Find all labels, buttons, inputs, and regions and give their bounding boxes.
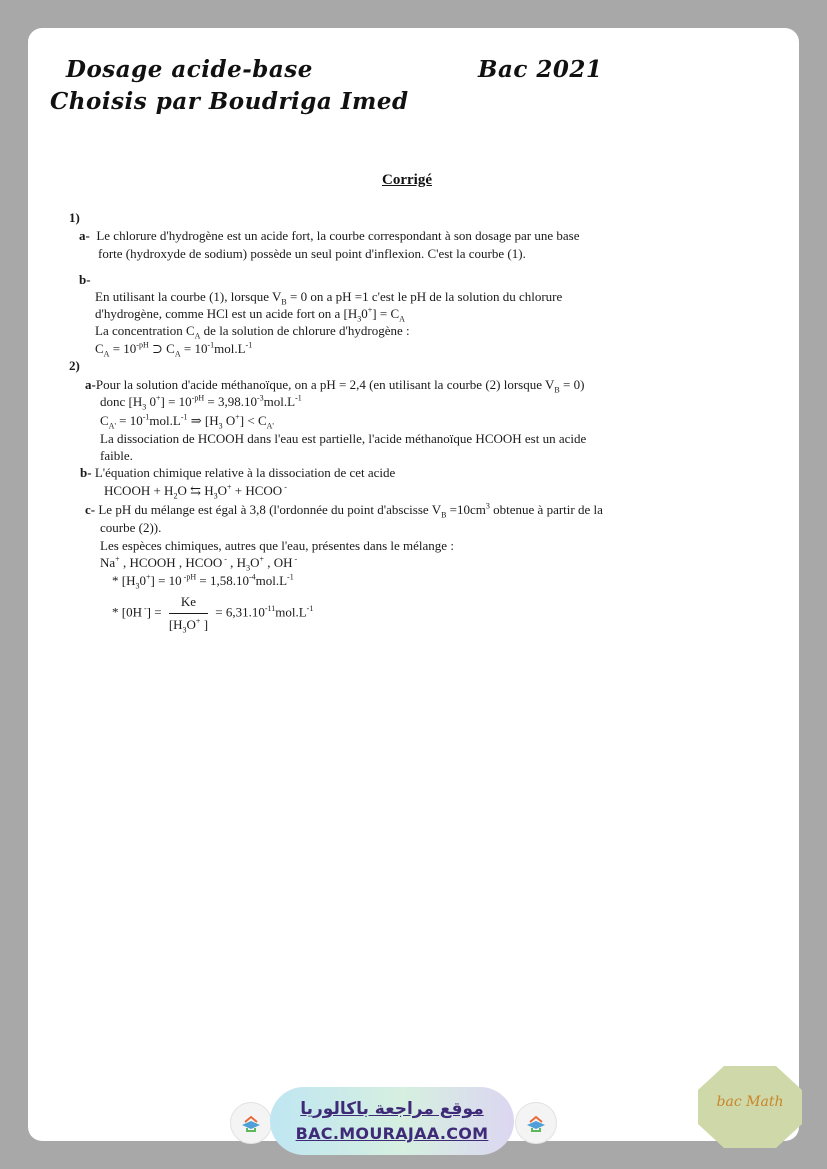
badge-text: bac Math xyxy=(716,1094,784,1110)
answer-2a-line1: a-Pour la solution d'acide méthanoïque, on a pH = 2,4 (en utilisant la courbe (2) lorsque $V_B = 0$) xyxy=(85,377,585,395)
answer-2c-h3o: * $[H_30^+] = 10$ $^{-pH} = 1,58.10^{-4}mol.L^{-1}$ xyxy=(112,572,294,591)
answer-2a-line3: $C_{A'} = 10^{-1}mol.L^{-1}$ ⇒ [$H_3$ $O^+] < C_{A'}$ xyxy=(100,412,274,431)
answer-2b-line1: b- L'équation chimique relative à la dissociation de cet acide xyxy=(80,465,396,480)
site-logo-right-icon xyxy=(515,1102,557,1144)
answer-2c-line2: courbe (2)). xyxy=(100,520,162,535)
question-1-label: 1) xyxy=(69,210,80,225)
bac-math-badge xyxy=(698,1066,802,1148)
answer-2b-equation: HCOOH + $H_2O$ ⇆ $H_3O^+$ + HCOO - xyxy=(104,482,287,501)
answer-2a-line5: faible. xyxy=(100,448,133,463)
site-arabic-label[interactable]: موقع مراجعة باكالوريا xyxy=(300,1099,484,1119)
site-logo-left-icon xyxy=(230,1102,272,1144)
header-author: Choisis par Boudriga Imed xyxy=(50,88,409,115)
answer-1b-line3: La concentration $C_A$ de la solution de chlorure d'hydrogène : xyxy=(95,323,410,341)
answer-2a-line2: donc [$H_3$ $0^+] = 10^{-pH} = 3,98.10^{-3}mol.L^{-1}$ xyxy=(100,393,302,412)
answer-2a-line4: La dissociation de HCOOH dans l'eau est partielle, l'acide méthanoïque HCOOH est un acide xyxy=(100,431,587,446)
site-url-link[interactable]: BAC.MOURAJAA.COM xyxy=(295,1124,489,1143)
answer-1b-line2: d'hydrogène, comme HCl est un acide fort on a $[H_30^+] = C_A$ xyxy=(95,305,405,324)
header-left-title: Dosage acide-base xyxy=(66,56,313,83)
answer-1a-line1: a- Le chlorure d'hydrogène est un acide fort, la courbe correspondant à son dosage par une base xyxy=(79,228,580,243)
page-title: Corrigé xyxy=(382,172,432,188)
answer-2c-species: Na+ , HCOOH , HCOO - , $H_3O^+$ , OH - xyxy=(100,554,298,573)
answer-2c-line3: Les espèces chimiques, autres que l'eau, présentes dans le mélange : xyxy=(100,538,454,553)
answer-2c-oh: * [0H -] = $\frac{Ke}{[H_3O^+ ]}$ = $6,31.10^{-11}mol.L^{-1}$ xyxy=(112,594,314,635)
site-banner-link[interactable] xyxy=(270,1087,514,1155)
answer-1b-label: b- xyxy=(79,272,91,287)
answer-1a-line2: forte (hydroxyde de sodium) possède un seul point d'inflexion. C'est la courbe (1). xyxy=(98,246,526,261)
fraction-ke-over-h3o: $\frac{Ke}{[H_3O^+ ]}$ xyxy=(168,594,209,635)
header-right-title: Bac 2021 xyxy=(478,56,603,83)
answer-1b-line1: En utilisant la courbe (1), lorsque $V_B = 0$ on a pH =1 c'est le pH de la solution du chlorure xyxy=(95,289,563,307)
answer-1b-line4: $C_A = 10^{-pH}$ ⊃ $C_A = 10^{-1}mol.L^{-1}$ xyxy=(95,340,253,359)
answer-2c-line1: c- Le pH du mélange est égal à 3,8 (l'ordonnée du point d'abscisse $V_B =10cm^3$ obtenue à partir de la xyxy=(85,501,603,520)
question-2-label: 2) xyxy=(69,358,80,373)
